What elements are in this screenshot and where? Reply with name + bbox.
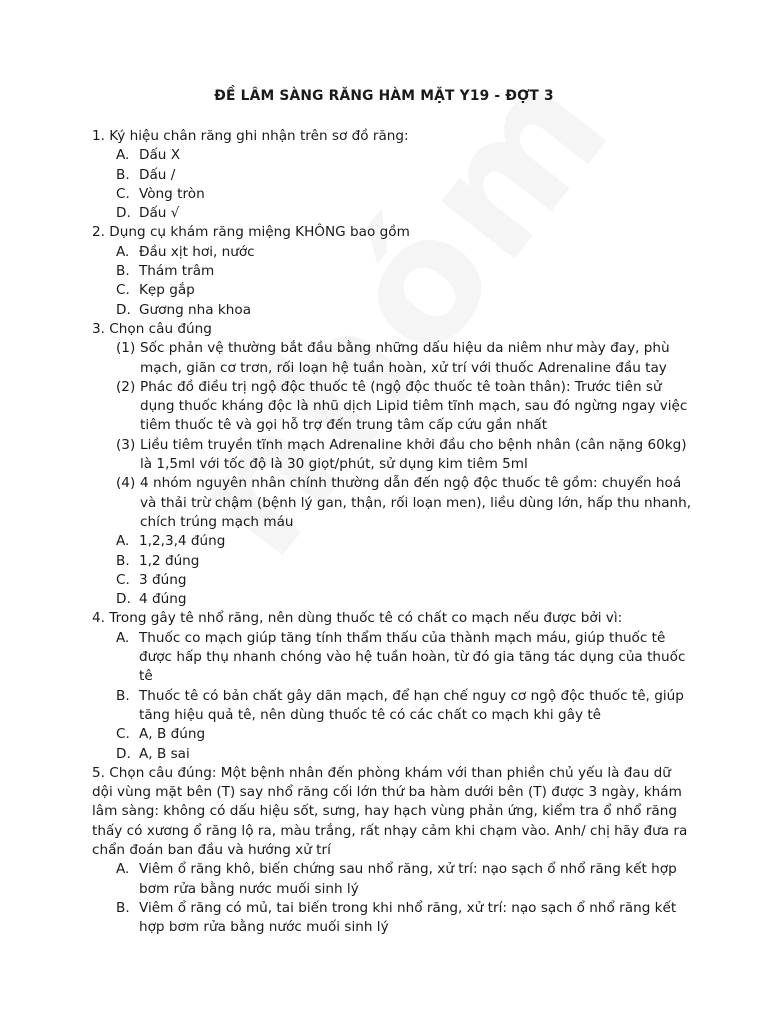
question-5 <box>92 764 692 938</box>
statement-label: (1) <box>116 340 136 357</box>
option-label: A. <box>116 861 130 878</box>
question-3-option-a <box>116 532 692 551</box>
question-1-option-a <box>116 146 692 165</box>
question-3-statement-2 <box>116 378 692 436</box>
question-4-option-c <box>116 725 692 744</box>
option-text: A, B đúng <box>139 726 206 743</box>
question-5-option-b <box>116 899 692 938</box>
question-2-option-b <box>116 262 692 281</box>
question-3-statement-4 <box>116 474 692 532</box>
option-text: Vòng tròn <box>139 185 205 202</box>
option-text: Thuốc co mạch giúp tăng tính thẩm thấu của thành mạch máu, giúp thuốc tê được hấp thụ nhanh chóng vào hệ tuần hoàn, từ đó gia tăng tác dụng của thuốc tê <box>139 629 686 685</box>
question-1-option-b <box>116 166 692 185</box>
option-label: B. <box>116 166 130 183</box>
option-text: Viêm ổ răng có mủ, tai biến trong khi nhổ răng, xử trí: nạo sạch ổ nhổ răng kết hợp bơm rửa bằng nước muối sinh lý <box>139 899 677 936</box>
question-3 <box>92 320 692 609</box>
question-3-option-d <box>116 590 692 609</box>
statement-label: (4) <box>116 475 136 492</box>
question-4-option-b <box>116 687 692 726</box>
question-2-text: 2. Dụng cụ khám răng miệng KHÔNG bao gồm <box>92 224 410 241</box>
statement-label: (3) <box>116 436 136 453</box>
option-label: C. <box>116 185 130 202</box>
question-2-option-c <box>116 281 692 300</box>
question-4-text: 4. Trong gây tê nhổ răng, nên dùng thuốc tê có chất co mạch nếu được bởi vì: <box>92 610 623 627</box>
option-text: Dấu X <box>139 147 181 164</box>
question-4 <box>92 609 692 763</box>
option-label: D. <box>116 301 131 318</box>
statement-text: 4 nhóm nguyên nhân chính thường dẫn đến ngộ độc thuốc tê gồm: chuyển hoá và thải trừ chậm (bệnh lý gan, thận, rối loạn men), liều dùng lớn, hấp thu nhanh, chích trúng mạch máu <box>140 475 692 530</box>
option-text: Đầu xịt hơi, nước <box>139 243 255 260</box>
option-label: B. <box>116 899 130 916</box>
option-text: 3 đúng <box>139 571 187 588</box>
question-1-text: 1. Ký hiệu chân răng ghi nhận trên sơ đồ răng: <box>92 128 409 144</box>
question-2 <box>92 223 692 319</box>
option-label: A. <box>116 147 130 164</box>
statement-text: Liều tiêm truyền tĩnh mạch Adrenaline khởi đầu cho bệnh nhân (cân nặng 60kg) là 1,5ml với tốc độ là 30 giọt/phút, sử dụng kim tiêm 5ml <box>140 436 687 473</box>
question-4-option-d <box>116 745 692 764</box>
option-label: B. <box>116 687 130 704</box>
question-list <box>92 127 692 937</box>
option-label: C. <box>116 726 130 743</box>
statement-text: Sốc phản vệ thường bắt đầu bằng những dấu hiệu da niêm như mày đay, phù mạch, giãn cơ trơn, rối loạn hệ tuần hoàn, xử trí với thuốc Adrenaline đầu tay <box>140 340 670 376</box>
option-label: D. <box>116 591 131 608</box>
option-text: A, B sai <box>139 745 190 762</box>
statement-label: (2) <box>116 378 136 395</box>
option-text: Thám trâm <box>139 263 215 280</box>
option-text: Viêm ổ răng khô, biến chứng sau nhổ răng, xử trí: nạo sạch ổ nhổ răng kết hợp bơm rửa bằng nước muối sinh lý <box>139 861 677 897</box>
page-title: ĐỀ LÂM SÀNG RĂNG HÀM MẶT Y19 - ĐỢT 3 <box>214 88 554 104</box>
option-text: Thuốc tê có bản chất gây dãn mạch, để hạn chế nguy cơ ngộ độc thuốc tê, giúp tăng hiệu quả tê, nên dùng thuốc tê có các chất co mạch khi gây tê <box>139 687 684 723</box>
question-1 <box>92 127 692 223</box>
option-label: C. <box>116 282 130 299</box>
option-label: D. <box>116 745 131 762</box>
option-label: A. <box>116 243 130 260</box>
statement-text: Phác đồ điều trị ngộ độc thuốc tê (ngộ độc thuốc tê toàn thân): Trước tiên sử dụng thuốc kháng độc là nhũ dịch Lipid tiêm tĩnh mạch, sau đó ngừng ngay việc tiêm thuốc tê và gọi hỗ trợ đến trung tâm cấp cứu gần nhất <box>140 378 688 434</box>
option-label: B. <box>116 263 130 280</box>
question-4-option-a <box>116 629 692 687</box>
question-1-option-d <box>116 204 692 223</box>
option-label: A. <box>116 629 130 646</box>
option-text: Dấu / <box>139 166 176 183</box>
option-text: 1,2 đúng <box>139 552 200 569</box>
question-2-option-d <box>116 301 692 320</box>
question-3-option-c <box>116 571 692 590</box>
option-text: Kẹp gắp <box>139 282 195 299</box>
option-label: C. <box>116 571 130 588</box>
option-text: 1,2,3,4 đúng <box>139 533 226 550</box>
option-label: B. <box>116 552 130 569</box>
question-3-statement-1 <box>116 339 692 378</box>
question-1-option-c <box>116 185 692 204</box>
question-3-text: 3. Chọn câu đúng <box>92 320 212 337</box>
question-5-option-a <box>116 860 692 899</box>
option-text: Dấu √ <box>139 205 180 222</box>
option-label: A. <box>116 533 130 550</box>
option-text: Gương nha khoa <box>139 301 252 318</box>
question-3-option-b <box>116 552 692 571</box>
question-5-text: 5. Chọn câu đúng: Một bệnh nhân đến phòng khám với than phiền chủ yếu là đau dữ dội vùng mặt bên (T) say nhổ răng cối lớn thứ ba hàm dưới bên (T) được 3 ngày, khám lâm sàng: không có dấu hiệu sốt, sưng, hay hạch vùng phản ứng, kiểm tra ổ nhổ răng thấy có xương ổ răng lộ ra, màu trắng, rất nhạy cảm khi chạm vào. Anh/ chị hãy đưa ra chẩn đoán ban đầu và hướng xử trí <box>92 764 688 858</box>
option-text: 4 đúng <box>139 591 187 608</box>
question-2-option-a <box>116 243 692 262</box>
question-3-statement-3 <box>116 436 692 475</box>
option-label: D. <box>116 205 131 222</box>
